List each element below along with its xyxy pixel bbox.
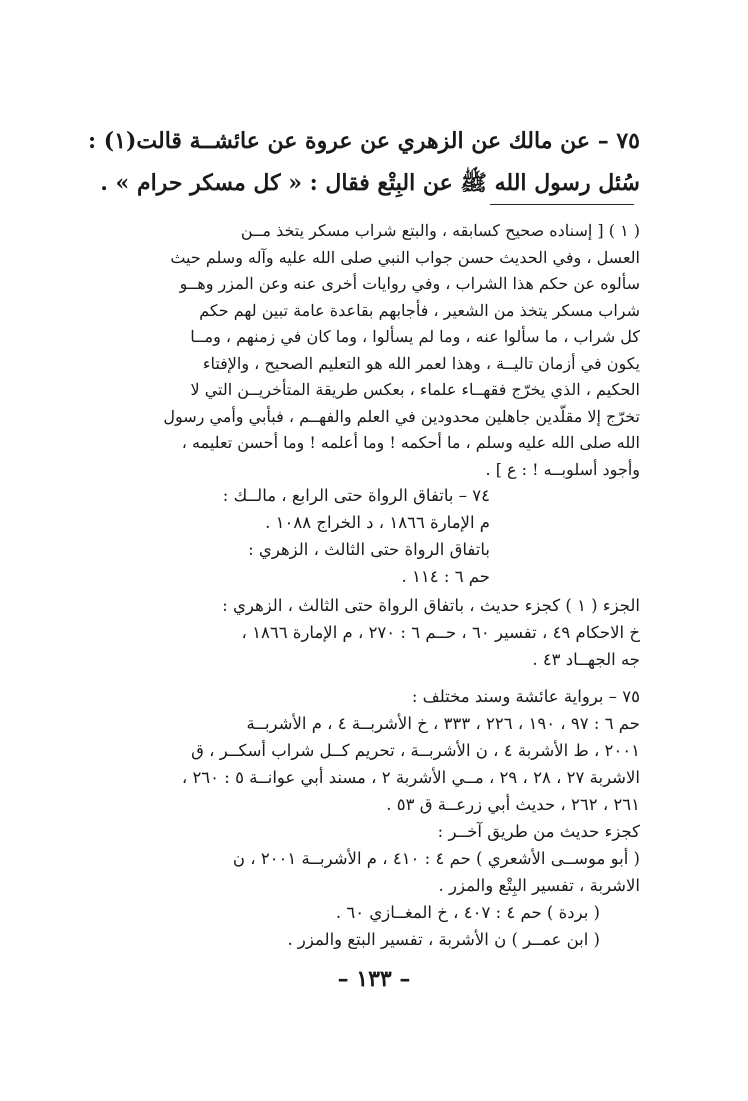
- sources-other: [96, 818, 640, 953]
- source-line: ٧٤ – باتفاق الرواة حتى الرابع ، مالــك :: [222, 486, 490, 505]
- hadith-line: سُئل رسول الله ﷺ عن البِتْع فقال : « كل مسكر حرام » .: [100, 170, 640, 196]
- sources-juz: [96, 592, 640, 673]
- footnote-line: الله صلى الله عليه وسلم ، ما أحكمه ! وما أعلمه ! وما أحسن تعليمه ،: [181, 433, 640, 452]
- hadith-line: ٧٥ – عن مالك عن الزهري عن عروة عن عائشــة قالت(١) :: [87, 128, 640, 154]
- source-line: الاشربة ، تفسير البِتْع والمزر .: [438, 876, 640, 895]
- footnote-line: ( ١ ) [ إسناده صحيح كسابقه ، والبتع شراب مسكر يتخذ مــن: [240, 221, 640, 240]
- hadith-text: [87, 120, 640, 204]
- sources-75: [96, 683, 640, 818]
- source-line: كجزء حديث من طريق آخــر :: [437, 822, 640, 841]
- source-line: ٧٥ – برواية عائشة وسند مختلف :: [411, 687, 640, 706]
- footnote-line: سألوه عن حكم هذا الشراب ، وفي روايات أخرى عنه وعن المزر وهــو: [179, 274, 640, 293]
- source-line: حم ٦ : ١١٤ .: [401, 567, 490, 586]
- footnote-line: تخرّج إلا مقلّدين جاهلين محدودين في العلم والفهــم ، فبأبي وأمي رسول: [163, 406, 640, 426]
- sources-74: [223, 482, 490, 590]
- source-line: الاشربة ٢٧ ، ٢٨ ، ٢٩ ، مــي الأشربة ٢ ، مسند أبي عوانــة ٥ : ٢٦٠ ،: [181, 768, 640, 787]
- source-line: باتفاق الرواة حتى الثالث ، الزهري :: [248, 540, 490, 559]
- footnote-line: يكون في أزمان تاليــة ، وهذا لعمر الله هو التعليم الصحيح ، والإفتاء: [202, 353, 640, 373]
- source-line: ٢٠٠١ ، ط الأشربة ٤ ، ن الأشربــة ، تحريم كــل شراب أسكــر ، ق: [191, 741, 640, 760]
- source-line: خ الاحكام ٤٩ ، تفسير ٦٠ ، حــم ٦ : ٢٧٠ ، م الإمارة ١٨٦٦ ،: [241, 623, 640, 642]
- footnote-line: كل شراب ، ما سألوا عنه ، وما لم يسألوا ، وما كان في زمنهم ، ومــا: [190, 327, 640, 346]
- source-line: م الإمارة ١٨٦٦ ، د الخراج ١٠٨٨ .: [265, 513, 490, 532]
- source-line: الجزء ( ١ ) كجزء حديث ، باتفاق الرواة حتى الثالث ، الزهري :: [222, 596, 640, 615]
- footnote-divider: [490, 204, 634, 205]
- source-line: ( بردة ) حم ٤ : ٤٠٧ ، خ المغــازي ٦٠ .: [335, 903, 600, 922]
- footnote-line: شراب مسكر يتخذ من الشعير ، فأجابهم بقاعدة عامة تبين لهم حكم: [199, 300, 640, 320]
- page-number: – ١٣٣ –: [337, 966, 411, 992]
- footnote-line: وأجود أسلوبــه ! : ع ] .: [485, 459, 640, 479]
- source-line: ( ابن عمــر ) ن الأشربة ، تفسير البتع والمزر .: [287, 930, 600, 949]
- footnote-line: العسل ، وفي الحديث حسن جواب النبي صلى الله عليه وآله وسلم حيث: [170, 247, 640, 267]
- source-line: حم ٦ : ٩٧ ، ١٩٠ ، ٢٢٦ ، ٣٣٣ ، خ الأشربــة ٤ ، م الأشربــة: [246, 714, 640, 733]
- footnote-line: الحكيم ، الذي يخرّج فقهــاء علماء ، بعكس طريقة المتأخريــن التي لا: [190, 380, 640, 399]
- source-line: جه الجهــاد ٤٣ .: [532, 650, 640, 669]
- source-line: ٢٦١ ، ٢٦٢ ، حديث أبي زرعــة ق ٥٣ .: [386, 795, 640, 814]
- footnote: [96, 218, 640, 483]
- source-line: ( أبو موســى الأشعري ) حم ٤ : ٤١٠ ، م الأشربــة ٢٠٠١ ، ن: [232, 849, 640, 868]
